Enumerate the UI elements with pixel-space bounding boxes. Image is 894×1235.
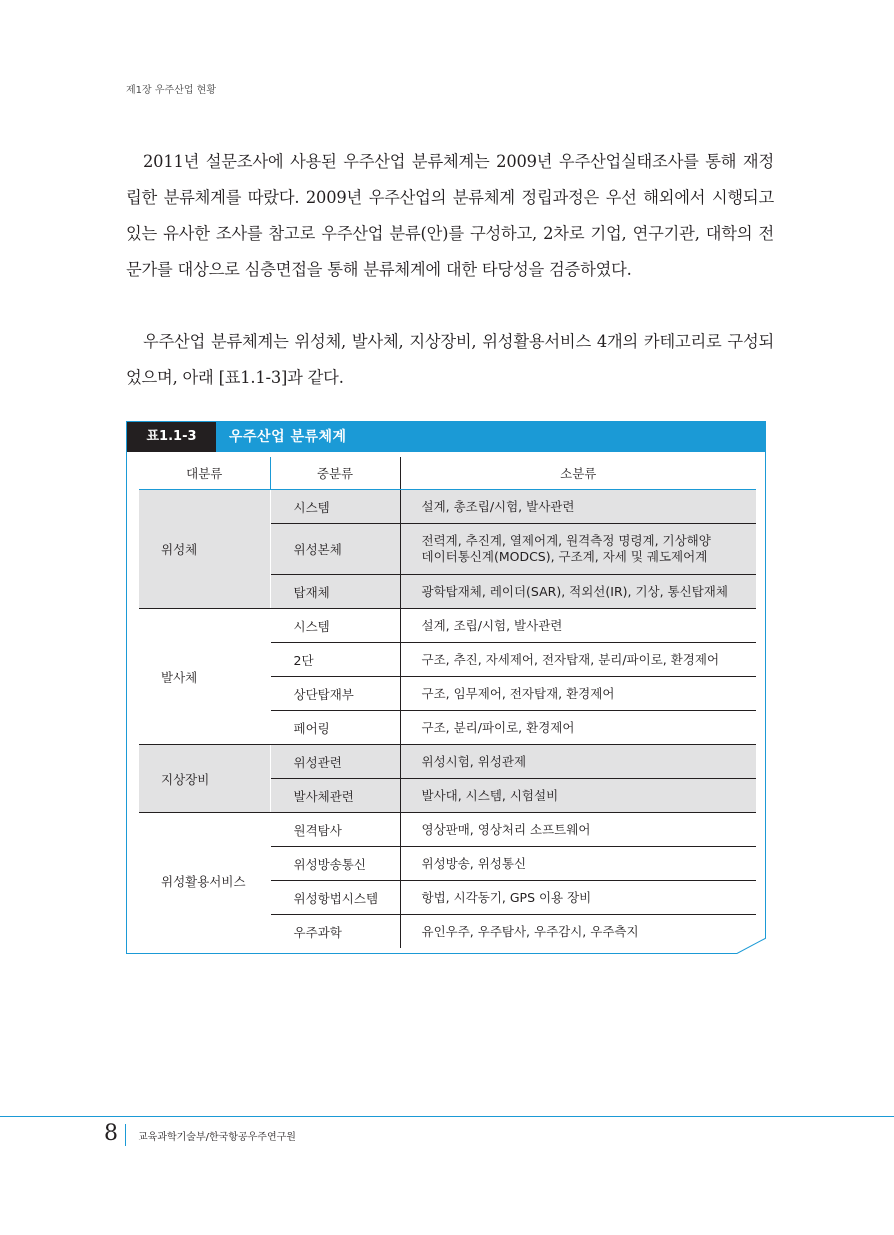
middle-category: 원격탐사 [270, 813, 400, 847]
minor-category [400, 524, 756, 575]
table-header-row [139, 457, 756, 490]
minor-category: 발사대, 시스템, 시험설비 [400, 779, 756, 813]
minor-category: 광학탑재체, 레이더(SAR), 적외선(IR), 기상, 통신탑재체 [400, 575, 756, 609]
body-paragraph-1: 2011년 설문조사에 사용된 우주산업 분류체계는 2009년 우주산업실태조사를 통해 재정립한 분류체계를 따랐다. 2009년 우주산업의 분류체계 정립과정은 우선 해외에서 시행되고 있는 유사한 조사를 참고로 우주산업 분류(안)를 구성하고, 2차로 기업, 연구기관, 대학의 전문가를 대상으로 심층면접을 통해 분류체계에 대한 타당성을 검증하였다. [126, 152, 774, 279]
table-caption-bar [127, 422, 765, 452]
footer-organization: 교육과학기술부/한국항공우주연구원 [138, 1132, 296, 1143]
page-number: 8 [104, 1121, 118, 1146]
table-row [139, 490, 756, 524]
middle-category: 시스템 [270, 490, 400, 524]
running-header: 제1장 우주산업 현황 [126, 85, 216, 96]
minor-category: 구조, 분리/파이로, 환경제어 [400, 711, 756, 745]
middle-category: 페어링 [270, 711, 400, 745]
middle-category: 2단 [270, 643, 400, 677]
middle-category: 상단탑재부 [270, 677, 400, 711]
minor-category: 구조, 추진, 자세제어, 전자탑재, 분리/파이로, 환경제어 [400, 643, 756, 677]
minor-category: 위성시험, 위성관제 [400, 745, 756, 779]
minor-category: 구조, 임무제어, 전자탑재, 환경제어 [400, 677, 756, 711]
middle-category: 위성관련 [270, 745, 400, 779]
middle-category: 위성본체 [270, 524, 400, 575]
minor-category: 위성방송, 위성통신 [400, 847, 756, 881]
footer-divider [125, 1124, 126, 1146]
middle-category: 위성방송통신 [270, 847, 400, 881]
table-row [139, 813, 756, 847]
middle-category: 위성항법시스템 [270, 881, 400, 915]
body-paragraph-2: 우주산업 분류체계는 위성체, 발사체, 지상장비, 위성활용서비스 4개의 카테고리로 구성되었으며, 아래 [표1.1-3]과 같다. [126, 332, 774, 387]
corner-fold-decoration [736, 938, 766, 954]
table-title: 우주산업 분류체계 [229, 429, 347, 445]
classification-table-box [126, 421, 766, 954]
middle-category: 시스템 [270, 609, 400, 643]
table-number-tag: 표1.1-3 [127, 422, 216, 452]
header-middle: 중분류 [270, 457, 400, 490]
middle-category: 우주과학 [270, 915, 400, 949]
major-category: 발사체 [139, 609, 270, 745]
minor-category: 유인우주, 우주탐사, 우주감시, 우주측지 [421, 923, 639, 939]
header-minor: 소분류 [400, 457, 756, 490]
middle-category: 탑재체 [270, 575, 400, 609]
header-major: 대분류 [139, 457, 270, 490]
footer-rule [0, 1116, 894, 1117]
minor-category: 항법, 시각동기, GPS 이용 장비 [400, 881, 756, 915]
classification-table [139, 457, 756, 948]
minor-category: 설계, 조립/시험, 발사관련 [400, 609, 756, 643]
minor-line-2: 데이터통신계(MODCS), 구조계, 자세 및 궤도제어계 [421, 549, 708, 564]
middle-category: 발사체관련 [270, 779, 400, 813]
major-category: 지상장비 [139, 745, 270, 813]
table-row [139, 745, 756, 779]
major-category: 위성활용서비스 [139, 813, 270, 949]
major-category: 위성체 [139, 490, 270, 609]
minor-category: 영상판매, 영상처리 소프트웨어 [400, 813, 756, 847]
minor-category: 설계, 총조립/시험, 발사관련 [400, 490, 756, 524]
minor-line-1: 전력계, 추진계, 열제어계, 원격측정 명령계, 기상해양 [421, 533, 711, 548]
table-row [139, 609, 756, 643]
